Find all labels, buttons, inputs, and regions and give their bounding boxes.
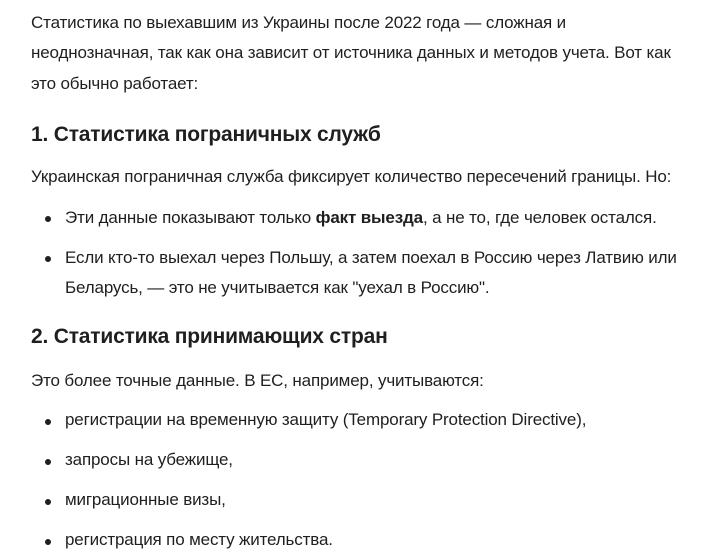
bullet-dot (45, 459, 51, 465)
list-item: миграционные визы, (65, 490, 226, 509)
list-item: регистрация по месту жительства. (65, 530, 333, 549)
bullet-dot (45, 256, 51, 262)
intro-line-3: это обычно работает: (31, 74, 199, 93)
intro-line-2: неоднозначная, так как она зависит от источника данных и методов учета. Вот как (31, 43, 671, 62)
section-1-heading: 1. Статистика пограничных служб (31, 123, 381, 146)
section-1-lead: Украинская пограничная служба фиксирует количество пересечений границы. Но: (31, 167, 672, 186)
list-item-text: , а не то, где человек остался. (422, 208, 657, 227)
list-item: регистрации на временную защиту (Temporary Protection Directive), (65, 410, 587, 429)
list-item: запросы на убежище, (65, 450, 233, 469)
bullet-dot (45, 499, 51, 505)
list-item-bold-text: факт выезда (315, 208, 423, 227)
list-item-line-2: Беларусь, — это не учитывается как "уехал в Россию". (65, 278, 490, 297)
list-item (65, 203, 657, 233)
list-item-text: Эти данные показывают только (65, 208, 316, 227)
section-2-lead: Это более точные данные. В ЕС, например, учитываются: (31, 371, 484, 390)
bullet-dot (45, 419, 51, 425)
section-2-heading: 2. Статистика принимающих стран (31, 325, 388, 348)
bullet-dot (45, 216, 51, 222)
intro-line-1: Статистика по выехавшим из Украины после 2022 года — сложная и (31, 13, 567, 32)
bullet-dot (45, 539, 51, 545)
list-item-line-1: Если кто-то выехал через Польшу, а затем поехал в Россию через Латвию или (65, 248, 677, 267)
